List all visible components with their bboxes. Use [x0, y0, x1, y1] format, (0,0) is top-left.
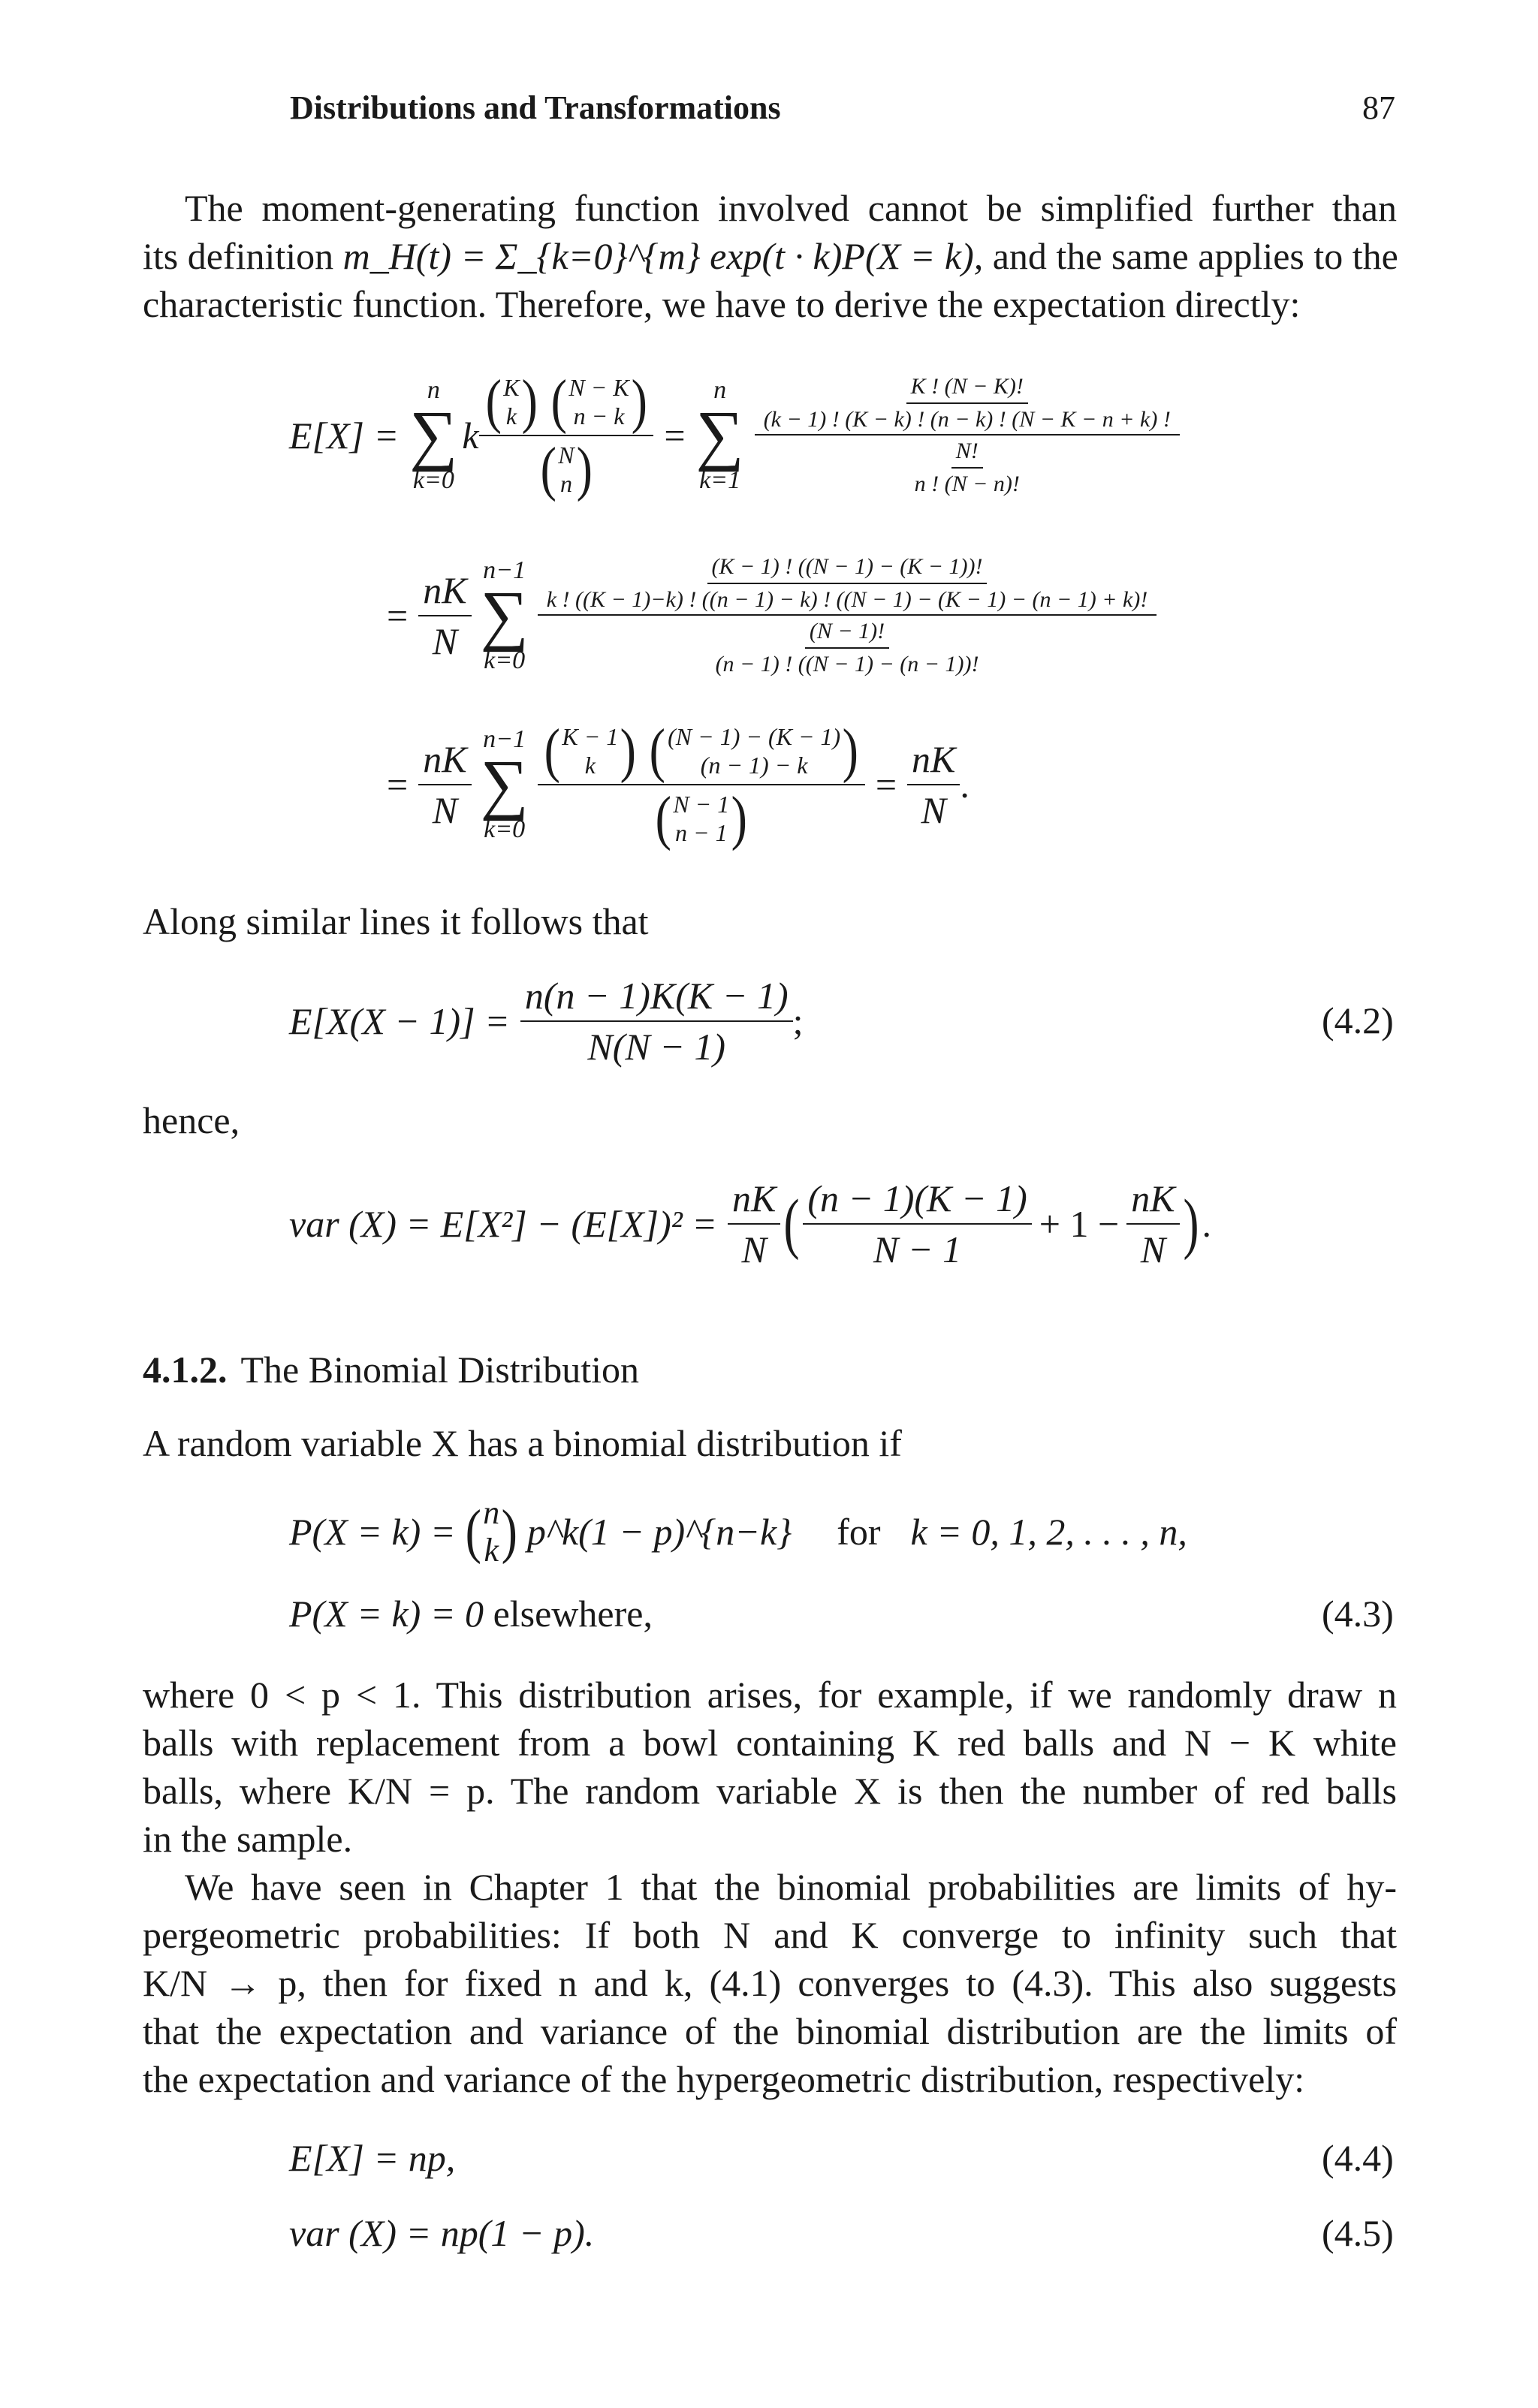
equation-number-4-3: (4.3): [1322, 1593, 1394, 1635]
factorial-moment-equation: E[X(X − 1)] = $\frac{n(n - 1)K(K - 1)}{N(N - 1)}$ ;: [289, 975, 804, 1068]
intro-line-2: its definition m_H(t) = Σ_{k=0}^{m} exp(t · k)P(X = k), and the same applies to the: [143, 235, 1398, 277]
running-header-title: Distributions and Transformations: [290, 89, 781, 126]
equation-number-4-2: (4.2): [1322, 999, 1394, 1041]
shifted-hypergeometric-fraction: ( K − 1 k ) ( (N − 1) − (K − 1) (n − 1) − k ) ( N − 1 n − 1 ): [538, 721, 865, 848]
expectation-step-2: = $\frac{nK}{N}$ n−1 ∑ k=0 (K − 1) ! ((N − 1) − (K − 1))! k ! ((K − 1)−k) ! ((n − 1) − k) ! ((N − 1) − (K − 1) − (n − 1) + k)! $\frac{(N - 1)!}{(n - 1) ! ((N - 1) - (n - 1))!}$: [387, 552, 1157, 680]
equation-number-4-4: (4.4): [1322, 2137, 1394, 2179]
binomial-expectation: E[X] = np,: [289, 2137, 456, 2179]
equation-number-4-5: (4.5): [1322, 2212, 1394, 2254]
binomial-explanation-paragraph: where 0 < p < 1. This distribution arises, for example, if we randomly draw n balls with replacement from a bowl containing K red balls and N − K white balls, where K/N = p. The random variable X is then the number of red balls in the sample.: [143, 1674, 1397, 1860]
binomial-variance: var (X) = np(1 − p).: [289, 2212, 595, 2254]
section-number: 4.1.2.: [143, 1349, 228, 1391]
similar-lines-text: Along similar lines it follows that: [143, 900, 649, 942]
factorial-fraction-1: $\frac{\frac{K ! (N - K)!}{(k - 1) ! (K - k) ! (n - k) ! (N - K - n + k) !}}{\frac{N!}{n ! (N - n)!}}$: [755, 374, 1180, 497]
binomial-intro: A random variable X has a binomial distribution if: [143, 1422, 902, 1464]
expectation-result: $\frac{nK}{N}$: [907, 737, 960, 832]
variance-equation: var (X) = E[X²] − (E[X])² = $\frac{nK}{N}$ ( $\frac{(n - 1)(K - 1)}{N - 1}$ + 1 − $\frac{nK}{N}$ ) .: [289, 1177, 1212, 1270]
intro-line-3: characteristic function. Therefore, we have to derive the expectation directly:: [143, 283, 1301, 325]
section-heading: [143, 1348, 639, 1391]
sum-symbol: n ∑ k=0: [409, 376, 458, 494]
hypergeometric-fraction: ( K k ) ( N − K n − k ) ( N n ): [479, 372, 654, 499]
binomial-pmf: P(X = k) = ( n k ) p^k(1 − p)^{n−k} for k = 0, 1, 2, . . . , n,: [289, 1494, 1187, 1569]
binomial-pmf-elsewhere: P(X = k) = 0 elsewhere,: [289, 1593, 653, 1635]
expectation-step-3: = $\frac{nK}{N}$ n−1 ∑ k=0 ( K − 1 k ) ( (N − 1) − (K − 1) (n − 1) − k ) ( N − 1 n − 1 ) = $\frac{nK}{N}$ .: [387, 718, 970, 851]
hence-text: hence,: [143, 1099, 240, 1141]
section-title: The Binomial Distribution: [240, 1349, 640, 1391]
page-number: 87: [1362, 89, 1395, 126]
mgf-definition: m_H(t) = Σ_{k=0}^{m} exp(t · k)P(X = k),: [342, 235, 984, 277]
expectation-lhs: E[X] =: [289, 414, 400, 457]
limit-explanation-paragraph: We have seen in Chapter 1 that the binomial probabilities are limits of hy- pergeometric probabilities: If both N and K converge to infinity such that K/N → p, then for fixed n and k, (4.1) converges to (4.3). This also suggests that the expectation and variance of the binomial distribution are the limits of the expectation and variance of the hypergeometric distribution, respectively:: [143, 1866, 1397, 2100]
intro-paragraph: [143, 184, 1397, 328]
factorial-fraction-2: (K − 1) ! ((N − 1) − (K − 1))! k ! ((K − 1)−k) ! ((n − 1) − k) ! ((N − 1) − (K − 1) − (n − 1) + k)! $\frac{(N - 1)!}{(n - 1) ! ((N - 1) - (n - 1))!}$: [538, 554, 1157, 677]
intro-line-1: The moment-generating function involved cannot be simplified further than: [185, 187, 1397, 229]
expectation-step-1: E[X] = n ∑ k=0 k ( K k ) ( N − K n − k ) ( N n ) = n ∑ k=1 $\frac{\frac{K ! (N - K)!}{(k - 1) ! (K - k) ! (n - k) ! (N - K - n + k) !}}{\frac{N!}{n ! (N - n)!}}$: [289, 353, 1180, 518]
